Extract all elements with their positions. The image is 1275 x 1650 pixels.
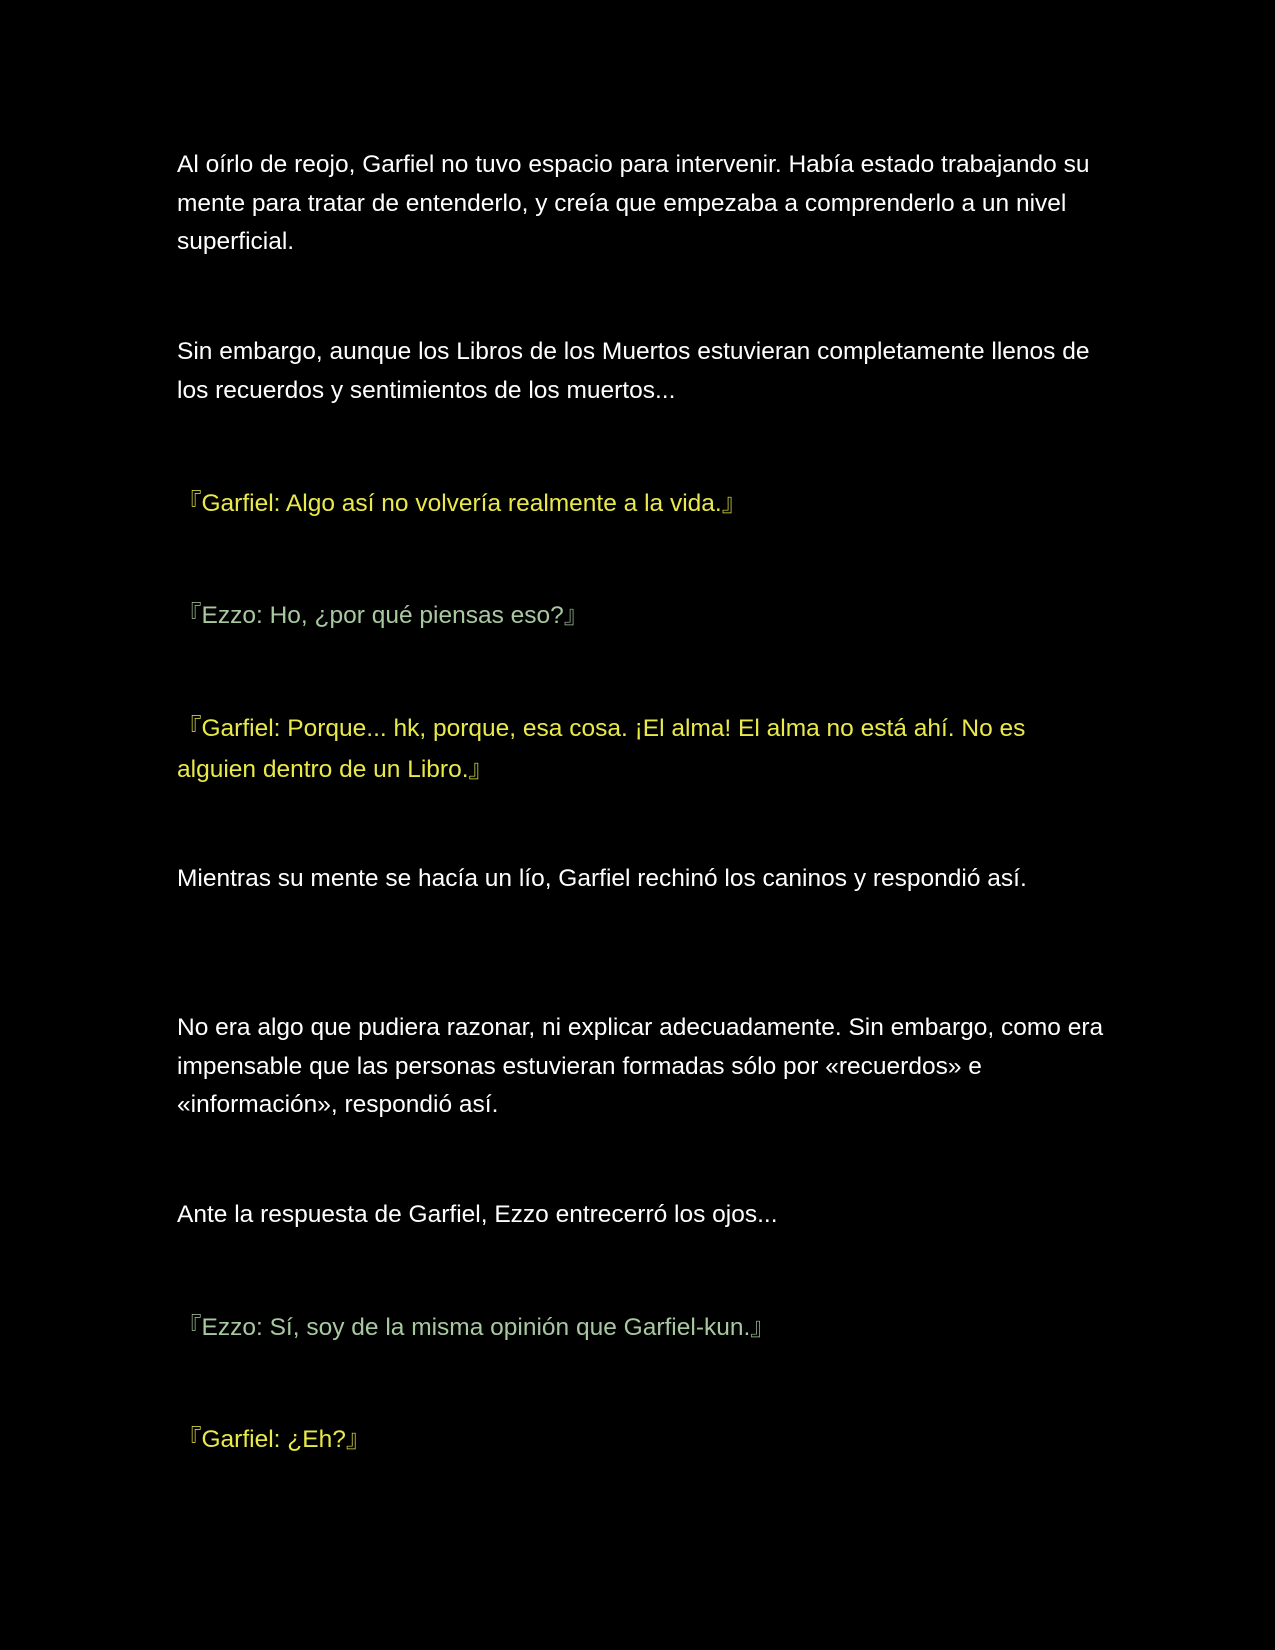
narration-paragraph-4: No era algo que pudiera razonar, ni explicar adecuadamente. Sin embargo, como era impensable que las personas estuvieran formadas sólo por «recuerdos» e «información», respondió así. (177, 1014, 1104, 1118)
ezzo-dialogue-2: 『Ezzo: Sí, soy de la misma opinión que Garfiel-kun.』 (177, 1314, 775, 1341)
garfiel-dialogue-1: 『Garfiel: Algo así no volvería realmente a la vida.』 (177, 490, 747, 517)
narration-paragraph-3: Mientras su mente se hacía un lío, Garfiel rechinó los caninos y respondió así. (177, 865, 1027, 892)
garfiel-dialogue-3: 『Garfiel: ¿Eh?』 (177, 1426, 371, 1453)
garfiel-dialogue-2: 『Garfiel: Porque... hk, porque, esa cosa. ¡El alma! El alma no está ahí. No es alguien dentro de un Libro.』 (177, 715, 1026, 783)
narration-paragraph-5: Ante la respuesta de Garfiel, Ezzo entrecerró los ojos... (177, 1201, 778, 1228)
ezzo-dialogue-1: 『Ezzo: Ho, ¿por qué piensas eso?』 (177, 602, 589, 629)
document-page (177, 0, 1107, 1650)
narration-paragraph-2: Sin embargo, aunque los Libros de los Muertos estuvieran completamente llenos de los recuerdos y sentimientos de los muertos... (177, 338, 1090, 404)
narration-paragraph-1: Al oírlo de reojo, Garfiel no tuvo espacio para intervenir. Había estado trabajando su mente para tratar de entenderlo, y creía que empezaba a comprenderlo a un nivel superficial. (177, 151, 1090, 255)
